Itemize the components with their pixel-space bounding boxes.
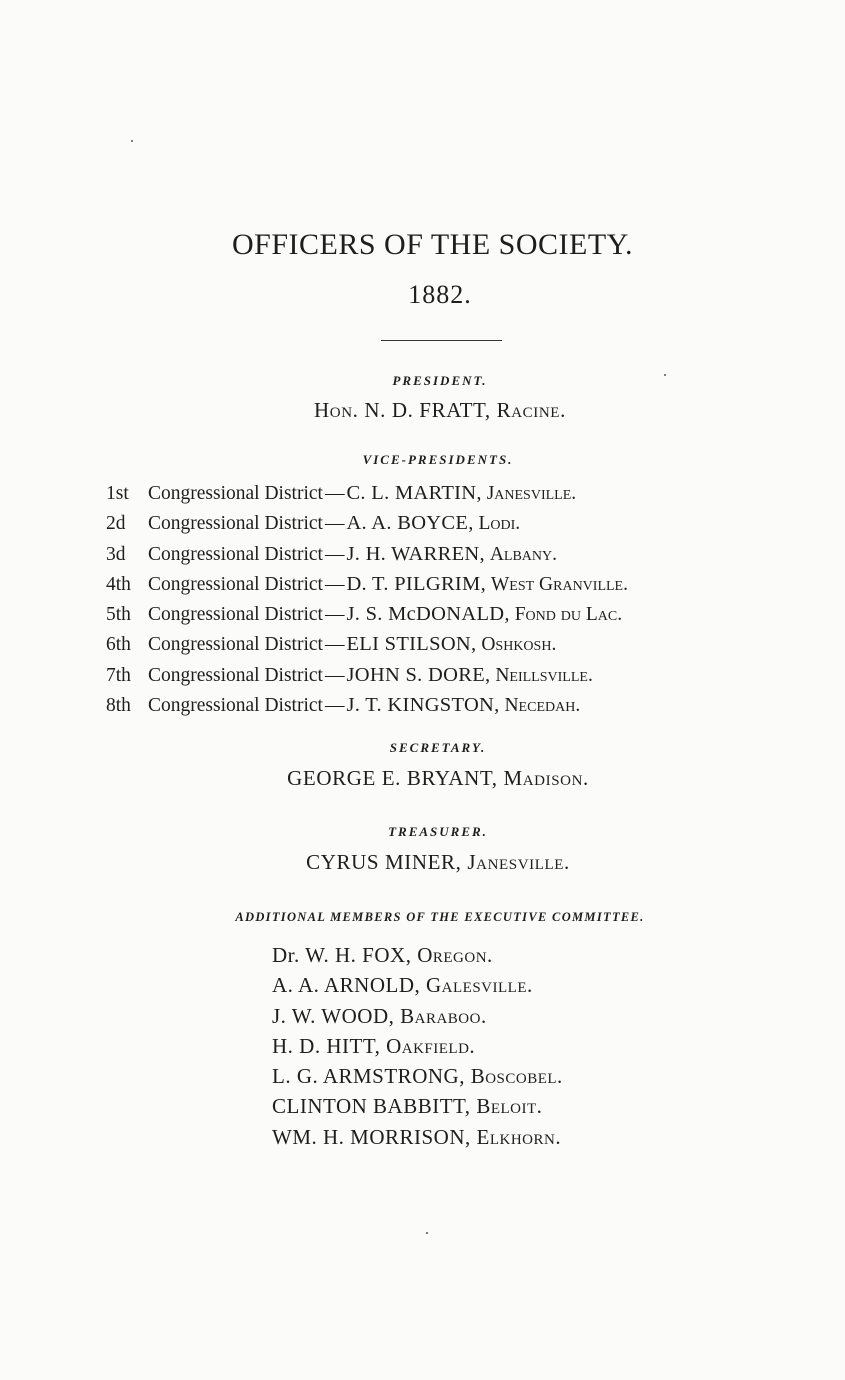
district-label: Congressional District — [148, 695, 323, 717]
vice-presidents-heading: VICE-PRESIDENTS. — [362, 452, 514, 467]
vice-president-place: Fond du Lac. — [514, 604, 623, 626]
vice-president-row — [106, 478, 628, 508]
secretary-line — [0, 766, 845, 791]
committee-member-place: Galesville. — [426, 973, 533, 998]
district-ordinal: 6th — [106, 634, 131, 656]
committee-member-row — [272, 1091, 563, 1121]
em-dash: — — [324, 543, 345, 565]
vice-president-place: Albany. — [489, 543, 558, 565]
vice-president-name: J. H. WARREN, — [346, 542, 485, 565]
president-place: Racine. — [496, 398, 566, 422]
district-ordinal: 7th — [106, 664, 131, 686]
committee-member-place: Beloit. — [476, 1094, 543, 1119]
district-ordinal: 3d — [106, 543, 126, 565]
page-title: OFFICERS OF THE SOCIETY. — [232, 228, 633, 261]
vice-president-name: D. T. PILGRIM, — [346, 572, 486, 595]
treasurer-line — [0, 850, 845, 875]
president-line — [0, 398, 845, 423]
treasurer-heading: TREASURER. — [388, 824, 488, 839]
vice-president-place: Necedah. — [504, 695, 581, 717]
district-label: Congressional District — [148, 543, 323, 565]
treasurer-name: CYRUS MINER, — [306, 850, 462, 874]
executive-committee-heading: ADDITIONAL MEMBERS OF THE EXECUTIVE COMMITTEE. — [235, 910, 645, 924]
vice-president-row — [106, 539, 628, 569]
committee-member-row — [272, 970, 563, 1000]
committee-member-row — [272, 1031, 563, 1061]
vice-president-name: ELI STILSON, — [346, 633, 477, 656]
paper-speck — [131, 140, 133, 142]
committee-member-place: Boscobel. — [470, 1064, 563, 1089]
paper-speck — [426, 1232, 428, 1234]
vice-president-name: C. L. MARTIN, — [346, 482, 482, 504]
committee-member-place: Oregon. — [417, 943, 493, 967]
vice-president-place: West Granville. — [490, 573, 628, 595]
committee-member-name: J. W. WOOD, — [272, 1003, 395, 1028]
district-label: Congressional District — [148, 513, 323, 535]
vice-president-row — [106, 629, 628, 659]
vice-president-name: J. T. KINGSTON, — [346, 694, 500, 717]
district-label: Congressional District — [148, 634, 323, 656]
vice-president-place: Oshkosh. — [481, 634, 557, 656]
vice-president-row — [106, 508, 628, 538]
vice-president-name: J. S. McDONALD, — [346, 603, 510, 626]
committee-member-name: H. D. HITT, — [272, 1033, 381, 1058]
secretary-place: Madison. — [503, 766, 589, 790]
em-dash: — — [324, 573, 345, 595]
committee-member-row — [272, 940, 563, 970]
secretary-name: GEORGE E. BRYANT, — [287, 766, 498, 790]
district-ordinal: 2d — [106, 513, 126, 535]
secretary-heading: SECRETARY. — [389, 740, 487, 755]
em-dash: — — [324, 483, 345, 504]
committee-member-name: CLINTON BABBITT, — [272, 1094, 471, 1119]
executive-committee-list — [272, 940, 563, 1152]
president-heading: PRESIDENT. — [392, 373, 488, 388]
district-label: Congressional District — [148, 573, 323, 595]
divider-rule — [381, 340, 502, 341]
vice-president-place: Lodi. — [478, 513, 521, 535]
district-label: Congressional District — [148, 664, 323, 686]
committee-member-place: Baraboo. — [400, 1003, 487, 1028]
district-label: Congressional District — [148, 604, 323, 626]
em-dash: — — [324, 604, 345, 626]
vice-president-row — [106, 690, 628, 720]
committee-member-name: A. A. ARNOLD, — [272, 973, 421, 998]
district-label: Congressional District — [148, 483, 323, 504]
president-name: Hon. N. D. FRATT, — [314, 398, 491, 422]
district-ordinal: 4th — [106, 573, 131, 595]
em-dash: — — [324, 634, 345, 656]
vice-president-name: A. A. BOYCE, — [346, 512, 474, 535]
vice-president-place: Neillsville. — [495, 664, 593, 686]
vice-president-place: Janesville. — [486, 483, 577, 504]
committee-member-row — [272, 1001, 563, 1031]
committee-member-name: WM. H. MORRISON, — [272, 1124, 471, 1149]
paper-speck — [664, 374, 666, 376]
district-ordinal: 5th — [106, 604, 131, 626]
committee-member-place: Elkhorn. — [476, 1124, 562, 1149]
year: 1882. — [408, 280, 472, 309]
district-ordinal: 8th — [106, 695, 131, 717]
em-dash: — — [324, 664, 345, 686]
vice-president-row — [106, 599, 628, 629]
em-dash: — — [324, 695, 345, 717]
district-ordinal: 1st — [106, 483, 129, 504]
committee-member-place: Oakfield. — [386, 1033, 476, 1058]
committee-member-row — [272, 1061, 563, 1091]
vice-president-row — [106, 660, 628, 690]
committee-member-name: Dr. W. H. FOX, — [272, 943, 412, 967]
vice-presidents-list — [106, 478, 628, 720]
vice-president-row — [106, 569, 628, 599]
committee-member-row — [272, 1122, 563, 1152]
treasurer-place: Janesville. — [467, 850, 570, 874]
committee-member-name: L. G. ARMSTRONG, — [272, 1064, 465, 1089]
vice-president-name: JOHN S. DORE, — [346, 663, 491, 686]
em-dash: — — [324, 513, 345, 535]
